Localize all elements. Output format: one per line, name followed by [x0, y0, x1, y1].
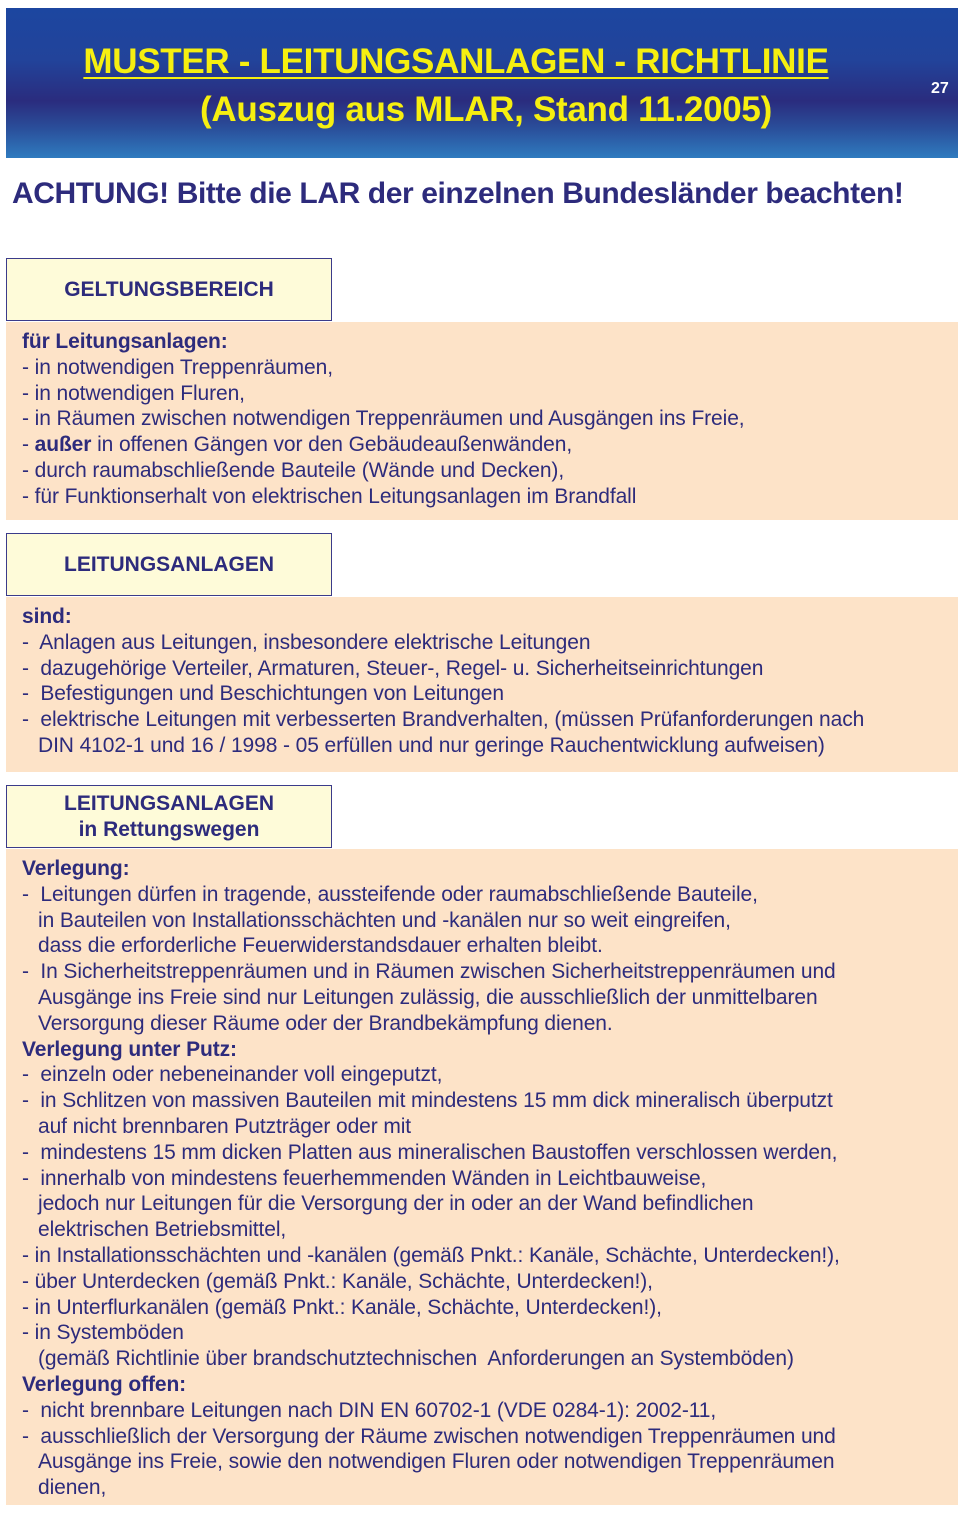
text: - Leitungen dürfen in tragende, aussteifende oder raumabschließende Bauteile, [22, 882, 758, 906]
text: - Anlagen aus Leitungen, insbesondere elektrische Leitungen [22, 630, 591, 654]
text: - elektrische Leitungen mit verbesserten Brandverhalten, (müssen Prüfanforderungen nach [22, 708, 865, 732]
text: - für Funktionserhalt von elektrischen Leitungsanlagen im Brandfall [22, 484, 637, 508]
text: - über Unterdecken (gemäß Pnkt.: Kanäle, Schächte, Unterdecken!), [22, 1269, 653, 1293]
list-item [22, 1320, 958, 1346]
list-item [22, 1424, 958, 1450]
bold-text: Verlegung offen: [22, 1372, 187, 1396]
text: dienen, [38, 1476, 107, 1500]
list-item [22, 733, 958, 759]
bold-text: für Leitungsanlagen: [22, 330, 228, 353]
list-item [22, 1166, 958, 1192]
text: Ausgänge ins Freie sind nur Leitungen zulässig, die ausschließlich der unmittelbaren [38, 985, 818, 1009]
text: in offenen Gängen vor den Gebäudeaußenwänden, [91, 433, 573, 457]
section-panel-geltungsbereich [6, 322, 958, 520]
subheading [22, 1372, 958, 1398]
text: auf nicht brennbaren Putzträger oder mit [38, 1114, 412, 1138]
list-item [22, 933, 958, 959]
list-item [22, 1011, 958, 1037]
list-item [22, 656, 958, 682]
text: - in Installationsschächten und -kanälen (gemäß Pnkt.: Kanäle, Schächte, Unterdecken!), [22, 1243, 840, 1267]
list-item [22, 432, 958, 458]
bold-text: Verlegung: [22, 857, 130, 880]
text: Versorgung dieser Räume oder der Brandbekämpfung dienen. [38, 1011, 613, 1035]
text: - in Schlitzen von massiven Bauteilen mit mindestens 15 mm dick mineralisch überputzt [22, 1089, 833, 1113]
list-item [22, 1475, 958, 1501]
list-item [22, 1217, 958, 1243]
subheading [22, 1037, 958, 1063]
text: DIN 4102-1 und 16 / 1998 - 05 erfüllen und nur geringe Rauchentwicklung aufweisen) [38, 733, 825, 757]
list-item [22, 707, 958, 733]
list-item [22, 1295, 958, 1321]
document-subtitle: (Auszug aus MLAR, Stand 11.2005) [200, 90, 772, 129]
subheading [22, 856, 958, 882]
list-item [22, 355, 958, 381]
subheading [22, 329, 958, 355]
list-item [22, 1398, 958, 1424]
text: - innerhalb von mindestens feuerhemmenden Wänden in Leichtbauweise, [22, 1166, 707, 1190]
list-item [22, 484, 958, 510]
list-item [22, 1062, 958, 1088]
bold-text: außer [34, 433, 92, 457]
text: - in notwendigen Treppenräumen, [22, 355, 333, 379]
text: dass die erforderliche Feuerwiderstandsdauer erhalten bleibt. [38, 934, 603, 958]
text: Ausgänge ins Freie, sowie den notwendigen Fluren oder notwendigen Treppenräumen [38, 1450, 835, 1474]
header-banner [6, 8, 958, 158]
list-item [22, 381, 958, 407]
list-item [22, 908, 958, 934]
list-item [22, 458, 958, 484]
warning-text: ACHTUNG! Bitte die LAR der einzelnen Bundesländer beachten! [12, 177, 904, 210]
section-heading-text: LEITUNGSANLAGEN [64, 791, 274, 815]
text: (gemäß Richtlinie über brandschutztechnischen Anforderungen an Systemböden) [38, 1347, 794, 1371]
text: - mindestens 15 mm dicken Platten aus mineralischen Baustoffen verschlossen werden, [22, 1140, 838, 1164]
text: - in Räumen zwischen notwendigen Treppenräumen und Ausgängen ins Freie, [22, 407, 745, 431]
list-item [22, 959, 958, 985]
list-item [22, 1449, 958, 1475]
section-heading-leitungsanlagen [6, 533, 332, 596]
list-item [22, 406, 958, 432]
list-item [22, 985, 958, 1011]
bold-text: sind: [22, 605, 72, 628]
text: jedoch nur Leitungen für die Versorgung der in oder an der Wand befindlichen [38, 1192, 754, 1216]
text: - ausschließlich der Versorgung der Räume zwischen notwendigen Treppenräumen und [22, 1424, 836, 1448]
text: - in Systemböden [22, 1321, 184, 1345]
section-heading-geltungsbereich [6, 258, 332, 321]
section-heading-text: GELTUNGSBEREICH [64, 277, 274, 301]
section-heading-text: LEITUNGSANLAGEN [64, 552, 274, 576]
text: elektrischen Betriebsmittel, [38, 1218, 287, 1242]
list-item [22, 1269, 958, 1295]
page-number: 27 [931, 80, 949, 97]
document-title: MUSTER - LEITUNGSANLAGEN - RICHTLINIE [83, 42, 829, 81]
list-item [22, 681, 958, 707]
list-item [22, 1191, 958, 1217]
text: - in Unterflurkanälen (gemäß Pnkt.: Kanäle, Schächte, Unterdecken!), [22, 1295, 662, 1319]
list-item [22, 630, 958, 656]
list-item [22, 1088, 958, 1114]
list-item [22, 1140, 958, 1166]
text: - durch raumabschließende Bauteile (Wände und Decken), [22, 458, 565, 482]
section-panel-leitungsanlagen [6, 597, 958, 772]
text: - In Sicherheitstreppenräumen und in Räumen zwischen Sicherheitstreppenräumen und [22, 960, 836, 984]
list-item [22, 1243, 958, 1269]
text: - [22, 433, 35, 457]
text: in Bauteilen von Installationsschächten und -kanälen nur so weit eingreifen, [38, 908, 731, 932]
section-heading-text: in Rettungswegen [78, 817, 260, 841]
list-item [22, 1114, 958, 1140]
list-item [22, 882, 958, 908]
text: - nicht brennbare Leitungen nach DIN EN 60702-1 (VDE 0284-1): 2002-11, [22, 1398, 717, 1422]
text: - Befestigungen und Beschichtungen von Leitungen [22, 682, 504, 706]
bold-text: Verlegung unter Putz: [22, 1037, 237, 1061]
subheading [22, 604, 958, 630]
text: - dazugehörige Verteiler, Armaturen, Steuer-, Regel- u. Sicherheitseinrichtungen [22, 656, 764, 680]
text: - einzeln oder nebeneinander voll eingeputzt, [22, 1063, 443, 1087]
list-item [22, 1346, 958, 1372]
section-panel-rettungswege [6, 849, 958, 1505]
text: - in notwendigen Fluren, [22, 381, 245, 405]
section-heading-rettungswege [6, 785, 332, 848]
